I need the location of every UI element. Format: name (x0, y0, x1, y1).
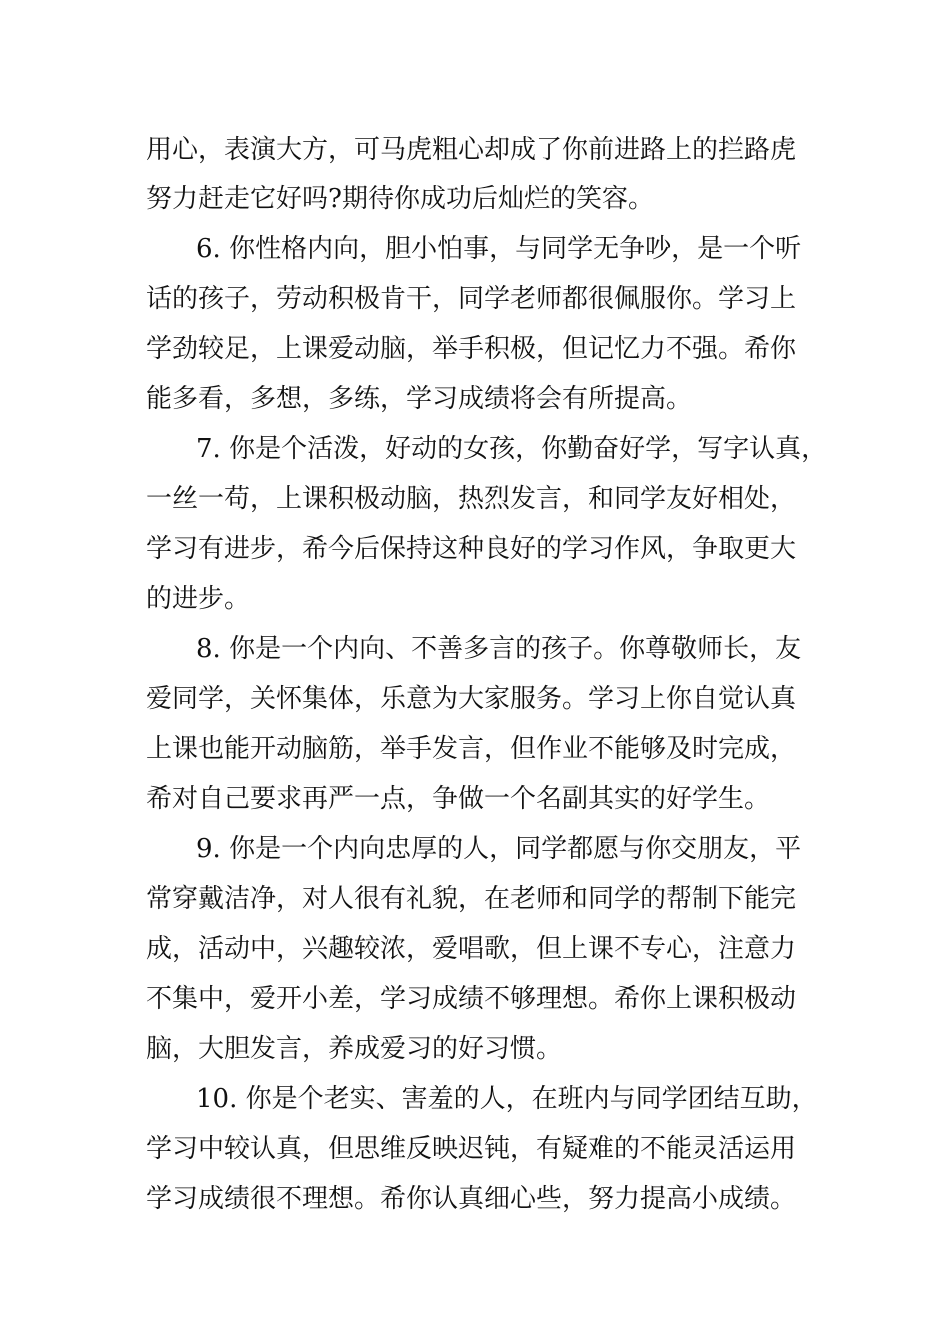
text-line: 学劲较足，上课爱动脑，举手积极，但记忆力不强。希你 (146, 334, 797, 364)
text-line: 一丝一苟，上课积极动脑，热烈发言，和同学友好相处， (146, 484, 797, 514)
text-line: 脑，大胆发言，养成爱习的好习惯。 (146, 1034, 563, 1064)
text-line: 不集中，爱开小差，学习成绩不够理想。希你上课积极动 (146, 984, 797, 1014)
text-line: 学习有进步，希今后保持这种良好的学习作风，争取更大 (146, 534, 797, 564)
paragraph-8-first-line: 8. 你是一个内向、不善多言的孩子。你尊敬师长，友 (196, 634, 802, 664)
text-line: 努力赶走它好吗?期待你成功后灿烂的笑容。 (146, 184, 654, 214)
text-line: 的进步。 (146, 584, 251, 614)
text-line: 用心，表演大方，可马虎粗心却成了你前进路上的拦路虎 (146, 135, 797, 165)
text-line: 话的孩子，劳动积极肯干，同学老师都很佩服你。学习上 (146, 284, 797, 314)
paragraph-6-first-line: 6. 你性格内向，胆小怕事，与同学无争吵，是一个听 (196, 234, 802, 264)
text-line: 能多看，多想，多练，学习成绩将会有所提高。 (146, 384, 693, 414)
text-line: 学习中较认真，但思维反映迟钝，有疑难的不能灵活运用 (146, 1134, 797, 1164)
paragraph-10-first-line: 10. 你是个老实、害羞的人，在班内与同学团结互助， (196, 1084, 818, 1114)
text-line: 爱同学，关怀集体，乐意为大家服务。学习上你自觉认真 (146, 684, 797, 714)
paragraph-9-first-line: 9. 你是一个内向忠厚的人，同学都愿与你交朋友，平 (196, 834, 802, 864)
text-line: 常穿戴洁净，对人很有礼貌，在老师和同学的帮制下能完 (146, 884, 797, 914)
text-line: 学习成绩很不理想。希你认真细心些，努力提高小成绩。 (146, 1184, 797, 1214)
paragraph-7-first-line: 7. 你是个活泼，好动的女孩，你勤奋好学，写字认真， (196, 434, 828, 464)
text-line: 上课也能开动脑筋，举手发言，但作业不能够及时完成， (146, 734, 797, 764)
text-line: 希对自己要求再严一点，争做一个名副其实的好学生。 (146, 784, 771, 814)
text-line: 成，活动中，兴趣较浓，爱唱歌，但上课不专心，注意力 (146, 934, 797, 964)
